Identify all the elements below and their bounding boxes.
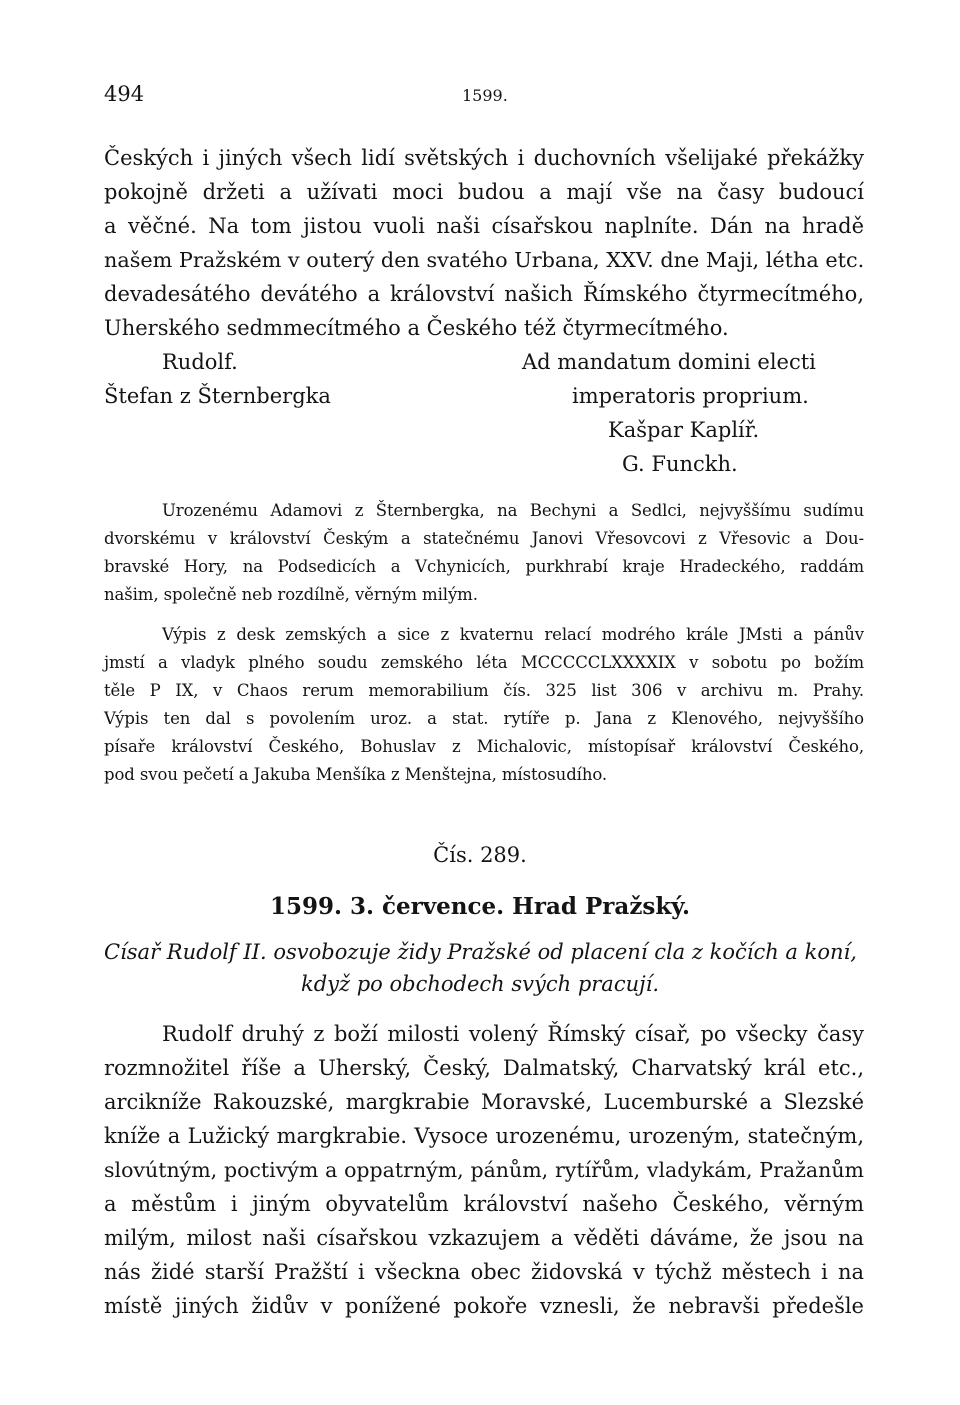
text-line: Uherského sedmmecítmého a Českého též čtyrmecítmého.: [104, 316, 729, 340]
text-line: našem Pražském v outerý den svatého Urbana, XXV. dne Maji, létha etc.: [104, 248, 865, 272]
text-line: písaře království Českého, Bohuslav z Michalovic, místopísař království Českého,: [104, 737, 864, 756]
text-line: milým, milost naši císařskou vzkazujem a věděti dáváme, že jsou na: [104, 1226, 864, 1250]
text-line: našim, společně neb rozdílně, věrným milým.: [104, 585, 478, 604]
text-line: Výpis z desk zemských a sice z kvaternu relací modrého krále JMsti a pánův: [162, 625, 864, 644]
text-line: Rudolf druhý z boží milosti volený Římský císař, po všecky časy: [162, 1022, 864, 1046]
text-line: dvorskému v království Českým a statečnému Janovi Vřesovcovi z Vřesovic a Dou-: [104, 529, 864, 548]
text-line: devadesátého devátého a království našich Římského čtyrmecítmého,: [104, 282, 864, 306]
document-number: Čís. 289.: [433, 843, 527, 867]
text-line: bravské Hory, na Podsedicích a Vchynicích, purkhrabí kraje Hradeckého, raddám: [104, 557, 864, 576]
signature-funckh: G. Funckh.: [622, 452, 738, 476]
summary-line: když po obchodech svých pracují.: [300, 972, 660, 996]
text-line: pokojně držeti a užívati moci budou a mají vše na časy budoucí: [104, 180, 864, 204]
running-head: 1599.: [462, 86, 508, 105]
text-line: a městům i jiným obyvatelům království našeho Českého, věrným: [104, 1192, 864, 1216]
signature-sternberg: Štefan z Šternbergka: [104, 384, 331, 408]
summary-line: Císař Rudolf II. osvobozuje židy Pražské od placení cla z kočích a koní,: [104, 940, 857, 964]
mandate-line: Ad mandatum domini electi: [522, 350, 816, 374]
text-line: pod svou pečetí a Jakuba Menšíka z Menštejna, místosudího.: [104, 765, 608, 784]
text-line: nás židé starší Pražští i všeckna obec židovská v týchž městech i na: [104, 1260, 864, 1284]
text-line: arcikníže Rakouzské, margkrabie Moravské, Lucemburské a Slezské: [104, 1090, 864, 1114]
document-date-title: 1599. 3. července. Hrad Pražský.: [269, 893, 690, 920]
text-line: rozmnožitel říše a Uherský, Český, Dalmatský, Charvatský král etc.,: [104, 1056, 864, 1080]
text-line: kníže a Lužický margkrabie. Vysoce urozenému, urozeným, statečným,: [104, 1124, 864, 1148]
signature-kaplir: Kašpar Kaplíř.: [608, 418, 760, 442]
text-line: Českých i jiných všech lidí světských i duchovních všelijaké překážky: [104, 146, 864, 170]
text-line: jmstí a vladyk plného soudu zemského léta MCCCCCLXXXXIX v sobotu po božím: [104, 653, 864, 672]
text-line: a věčné. Na tom jistou vuoli naši císařskou naplníte. Dán na hradě: [104, 214, 864, 238]
signature-rudolf: Rudolf.: [162, 350, 238, 374]
mandate-line: imperatoris proprium.: [572, 384, 809, 408]
text-line: slovútným, poctivým a oppatrným, pánům, rytířům, vladykám, Pražanům: [104, 1158, 864, 1182]
text-line: místě jiných židův v ponížené pokoře vznesli, že nebravši předešle: [104, 1294, 864, 1318]
text-line: Výpis ten dal s povolením uroz. a stat. rytíře p. Jana z Klenového, nejvyššího: [104, 709, 864, 728]
page-number: 494: [104, 82, 145, 106]
text-line: Urozenému Adamovi z Šternbergka, na Bechyni a Sedlci, nejvyššímu sudímu: [162, 501, 864, 520]
text-line: těle P IX, v Chaos rerum memorabilium čís. 325 list 306 v archivu m. Prahy.: [104, 681, 864, 700]
